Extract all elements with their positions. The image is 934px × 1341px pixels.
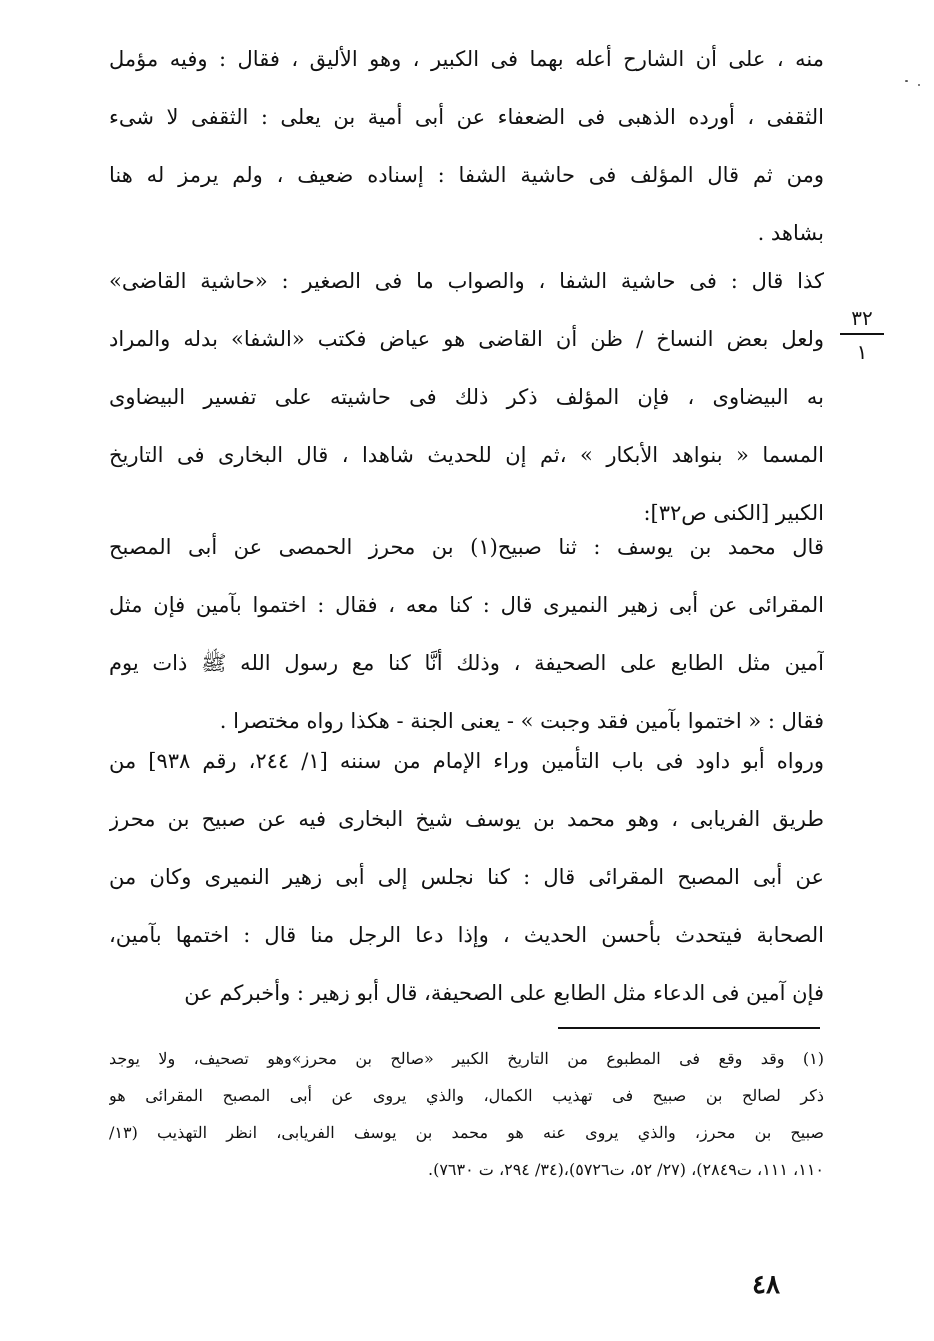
scan-speck	[918, 84, 920, 86]
text-line: ومن ثم قال المؤلف فى حاشية الشفا : إسناده ضعيف ، ولم يرمز له هنا	[109, 163, 824, 187]
text-line: طريق الفريابى ، وهو محمد بن يوسف شيخ البخارى فيه عن صبيح بن محرز	[109, 807, 824, 831]
text-line: ولعل بعض النساخ / ظن أن القاضى هو عياض فكتب «الشفا» بدله والمراد	[109, 327, 824, 351]
text-line: منه ، على أن الشارح أعله بهما فى الكبير ، وهو الأليق ، فقال : وفيه مؤمل	[109, 47, 824, 71]
page-number: ٤٨	[752, 1270, 780, 1300]
footnote-line: ذكر لصالح بن صبيح فى تهذيب الكمال، والذي يروى عن أبى المصبح المقرائى هو	[109, 1086, 824, 1105]
margin-note-bottom: ١	[856, 340, 868, 364]
margin-note-top: ٣٢	[840, 305, 884, 335]
text-line: فقال : « اختموا بآمين فقد وجبت » - يعنى الجنة - هكذا رواه مختصرا .	[219, 709, 824, 733]
margin-page-reference	[840, 305, 884, 365]
text-line: كذا قال : فى حاشية الشفا ، والصواب ما فى الصغير : «حاشية القاضى»	[109, 269, 824, 293]
scan-speck	[905, 80, 908, 82]
text-line: الصحابة فيتحدث بأحسن الحديث ، وإذا دعا الرجل منا قال : اختمها بآمين،	[109, 923, 824, 947]
text-line: الكبير [الكنى ص٣٢]:	[643, 501, 824, 525]
paragraph-1	[109, 30, 824, 262]
text-line: ورواه أبو داود فى باب التأمين وراء الإمام من سننه [١/ ٢٤٤، رقم ٩٣٨] من	[109, 749, 824, 773]
text-line: المقرائى عن أبى زهير النميرى قال : كنا معه ، فقال : اختموا بآمين فإن مثل	[109, 593, 824, 617]
text-line: به البيضاوى ، فإن المؤلف ذكر ذلك فى حاشيته على تفسير البيضاوى	[109, 385, 824, 409]
footnote-separator	[558, 1027, 820, 1029]
footnote-line: (١) وقد وقع فى المطبوع من التاريخ الكبير «صالح بن محرز»وهو تصحيف، ولا يوجد	[109, 1049, 824, 1068]
text-line: عن أبى المصبح المقرائى قال : كنا نجلس إلى أبى زهير النميرى وكان من	[109, 865, 824, 889]
text-line: بشاهد .	[757, 221, 824, 245]
text-line: الثقفى ، أورده الذهبى فى الضعفاء عن أبى أمية بن يعلى : الثقفى لا شىء	[109, 105, 824, 129]
footnote-line: صبيح بن محرز، والذي يروى عنه هو محمد بن يوسف الفريابى، انظر التهذيب (١٣/	[109, 1123, 824, 1142]
footnote	[109, 1040, 824, 1188]
text-line: آمين مثل الطابع على الصحيفة ، وذلك أنَّا كنا مع رسول الله ﷺ ذات يوم	[109, 651, 824, 675]
text-line: قال محمد بن يوسف : ثنا صبيح(١) بن محرز الحمصى عن أبى المصبح	[109, 535, 824, 559]
paragraph-4	[109, 732, 824, 1022]
text-line: فإن آمين فى الدعاء مثل الطابع على الصحيفة، قال أبو زهير : وأخبركم عن	[184, 981, 824, 1005]
text-line: المسما « بنواهد الأبكار » ،ثم إن للحديث شاهدا ، قال البخارى فى التاريخ	[109, 443, 824, 467]
paragraph-3	[109, 518, 824, 750]
paragraph-2	[109, 252, 824, 542]
footnote-line: ١١٠، ١١١، ت٢٨٤٩)، (٢٧/ ٥٢، ت٥٧٢٦)،(٣٤/ ٢٩٤، ت ٧٦٣٠).	[428, 1160, 824, 1179]
